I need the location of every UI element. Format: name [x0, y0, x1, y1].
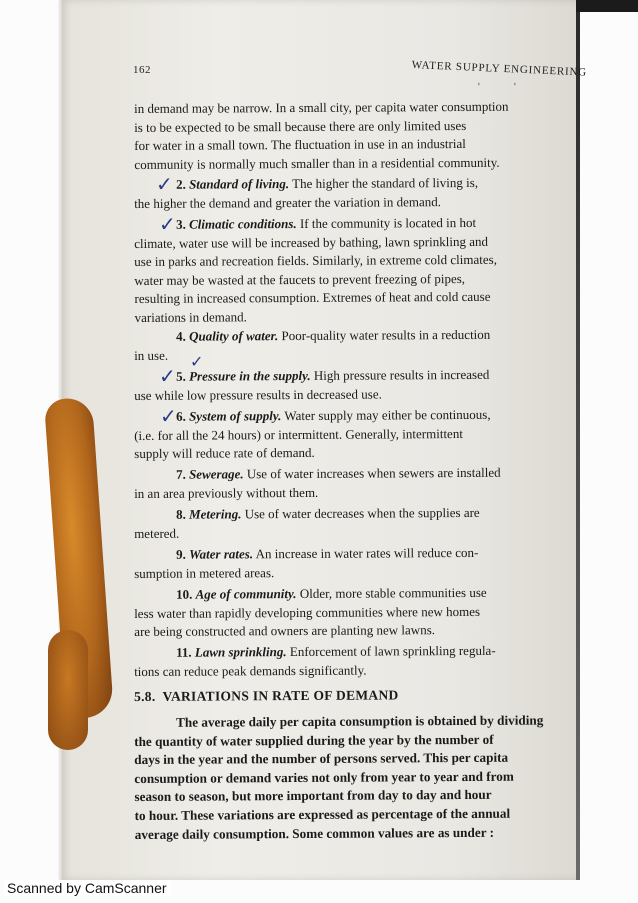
item-title: Standard of living.	[189, 176, 290, 192]
top-paragraph	[134, 97, 574, 174]
item-title: Sewerage.	[189, 466, 244, 482]
paragraph-line: season to season, but more important from day to day and hour	[134, 787, 492, 805]
item-text: Use of water decreases when the supplies are	[244, 504, 480, 522]
item-text: in an area previously without them.	[134, 484, 319, 501]
item-number: 8.	[176, 506, 186, 522]
item-pressure-in-supply	[134, 365, 574, 405]
pen-check-mark: ✓	[160, 404, 177, 428]
item-title: Age of community.	[195, 586, 297, 602]
item-sewerage	[134, 463, 574, 503]
item-text: sumption in metered areas.	[134, 564, 275, 581]
paragraph-line: is to be expected to be small because there are only limited uses	[134, 117, 467, 135]
paragraph-line: for water in a small town. The fluctuation in use in an industrial	[134, 136, 466, 154]
item-text: variations in demand.	[134, 309, 247, 325]
paragraph-line: in demand may be narrow. In a small city, per capita water consumption	[134, 98, 509, 116]
item-text: Enforcement of lawn sprinkling regula-	[289, 642, 496, 660]
item-text: The higher the standard of living is,	[292, 174, 479, 192]
item-standard-of-living	[134, 173, 574, 213]
item-text: less water than rapidly developing communities where new homes	[134, 603, 481, 621]
finger-holding-page	[48, 630, 88, 750]
item-text: supply will reduce rate of demand.	[134, 445, 315, 462]
paragraph-line: the quantity of water supplied during the year by the number of	[134, 731, 494, 749]
section-heading	[134, 685, 574, 706]
item-text: use in parks and recreation fields. Similarly, in extreme cold climates,	[134, 251, 498, 270]
item-text: Older, more stable communities use	[299, 584, 487, 601]
item-number: 11.	[176, 644, 192, 660]
item-text: use while low pressure results in decreased use.	[134, 386, 382, 403]
page-number: 162	[133, 64, 151, 76]
paragraph-line: average daily consumption. Some common values are as under :	[134, 824, 495, 842]
section-number: 5.8.	[134, 688, 156, 704]
ink-speck: '	[478, 82, 480, 93]
item-number: 4.	[176, 328, 186, 344]
item-title: Metering.	[189, 506, 242, 522]
paragraph-line: The average daily per capita consumption is obtained by dividing	[176, 712, 544, 730]
paragraph-line: community is normally much smaller than in a residential community.	[134, 154, 500, 172]
item-metering	[134, 503, 574, 543]
paragraph-line: to hour. These variations are expressed as percentage of the annual	[134, 805, 511, 823]
item-text: in use.	[134, 347, 169, 363]
section-paragraph	[134, 711, 575, 844]
paragraph-line: days in the year and the number of persons served. This per capita	[134, 749, 509, 768]
item-title: Quality of water.	[189, 328, 279, 344]
page-edge-dark-right	[576, 12, 580, 880]
item-number: 9.	[176, 546, 186, 562]
paragraph-line: consumption or demand varies not only from year to year and from	[134, 768, 514, 786]
item-text: (i.e. for all the 24 hours) or intermittent. Generally, intermittent	[134, 425, 463, 443]
item-climatic-conditions	[134, 213, 575, 327]
item-text: the higher the demand and greater the variation in demand.	[134, 193, 442, 211]
section-title: VARIATIONS IN RATE OF DEMAND	[162, 687, 399, 704]
item-title: Climatic conditions.	[189, 216, 297, 232]
item-text: resulting in increased consumption. Extremes of heat and cold cause	[134, 289, 491, 307]
running-title: WATER SUPPLY ENGINEERING	[411, 59, 588, 79]
pen-check-mark: ✓	[159, 364, 176, 388]
pen-check-mark: ✓	[156, 172, 173, 196]
item-text: Poor-quality water results in a reduction	[281, 326, 491, 344]
item-title: Water rates.	[189, 546, 254, 562]
pen-check-mark: ✓	[190, 352, 204, 371]
item-title: Pressure in the supply.	[189, 367, 311, 384]
item-system-of-supply	[134, 405, 574, 463]
item-title: System of supply.	[189, 408, 282, 424]
scanner-watermark: Scanned by CamScanner	[4, 880, 170, 896]
pen-check-mark: ✓	[159, 212, 176, 236]
item-text: Use of water increases when sewers are installed	[246, 464, 501, 482]
item-water-rates	[134, 543, 574, 583]
item-lawn-sprinkling	[134, 641, 574, 681]
item-age-of-community	[134, 583, 574, 641]
item-number: 3.	[176, 216, 186, 232]
item-text: metered.	[134, 525, 180, 541]
item-text: High pressure results in increased	[313, 366, 490, 383]
item-number: 7.	[176, 466, 186, 482]
ink-speck: '	[514, 82, 516, 93]
item-number: 5.	[176, 368, 186, 384]
item-text: climate, water use will be increased by bathing, lawn sprinkling and	[134, 233, 489, 251]
item-text: are being constructed and owners are planting new lawns.	[134, 622, 436, 640]
page-edge-dark-top	[576, 0, 638, 12]
item-text: An increase in water rates will reduce con-	[255, 544, 479, 562]
item-text: tions can reduce peak demands significantly.	[134, 662, 367, 679]
item-text: water may be wasted at the faucets to prevent freezing of pipes,	[134, 270, 466, 288]
item-title: Lawn sprinkling.	[194, 644, 287, 660]
item-number: 10.	[176, 586, 193, 602]
item-text: Water supply may either be continuous,	[284, 406, 491, 424]
item-number: 2.	[176, 176, 186, 192]
item-text: If the community is located in hot	[299, 214, 477, 231]
item-number: 6.	[176, 408, 186, 424]
